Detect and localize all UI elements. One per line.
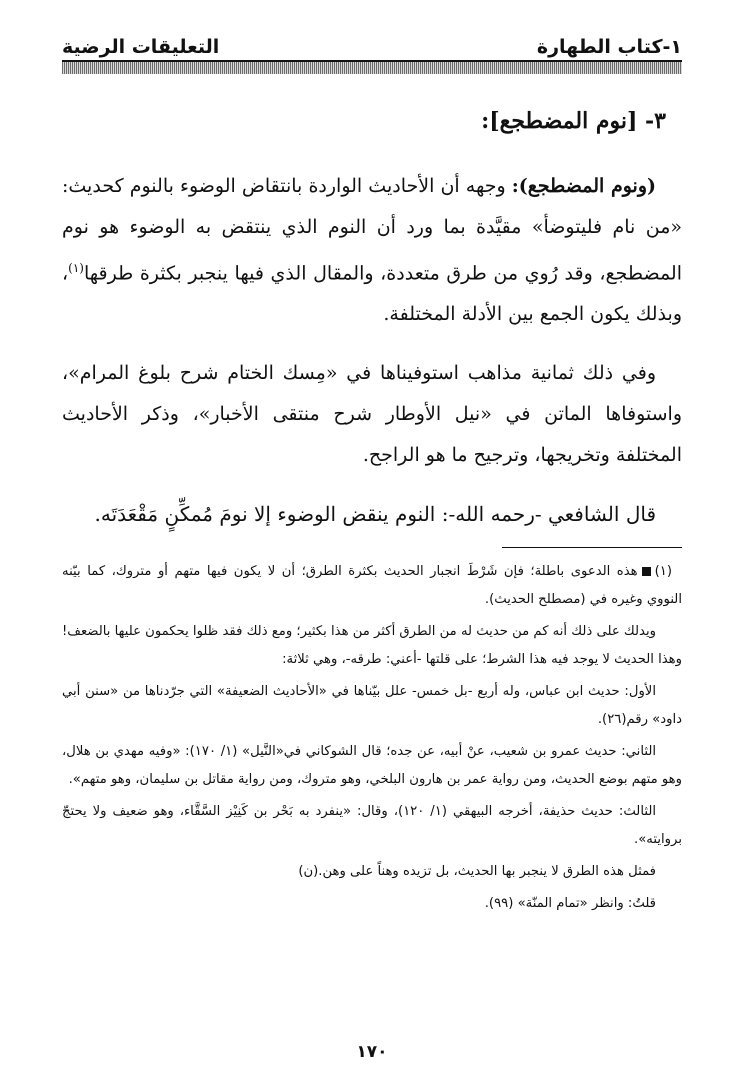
square-marker-icon bbox=[642, 567, 651, 576]
header-rule bbox=[62, 60, 682, 74]
footnote-paragraph: الأول: حديث ابن عباس، وله أربع -بل خمس- علل بيّناها في «الأحاديث الضعيفة» التي جرّدناها من «سنن أبي داود» رقم(٢٦). bbox=[62, 684, 682, 727]
footnotes bbox=[62, 558, 682, 922]
footnote-paragraph: الثالث: حديث حذيفة، أخرجه البيهقي (١/ ١٢٠)، وقال: «ينفرد به بَحْر بن كَنِيْز السَّقَّاء، وهو ضعيف ولا يحتجّ بروايته». bbox=[62, 804, 682, 847]
footnote-text: هذه الدعوى باطلة؛ فإن شَرْطَ انجبار الحديث بكثرة الطرق؛ أن لا يكون فيها متهم أو متروك، كما بيّنه النووي وغيره في (مصطلح الحديث). bbox=[62, 564, 682, 607]
chapter-title: ١-كتاب الطهارة bbox=[536, 36, 682, 58]
footnote-number: (١) bbox=[654, 564, 672, 579]
main-text bbox=[62, 104, 682, 534]
paragraph-lead: (ونوم المضطجع): bbox=[511, 175, 656, 197]
footnote-separator bbox=[502, 547, 682, 548]
book-title: التعليقات الرضية bbox=[62, 36, 220, 58]
page-number: ١٧٠ bbox=[356, 1042, 388, 1062]
paragraph-tail: ، وبذلك يكون الجمع بين الأدلة المختلفة. bbox=[62, 262, 682, 326]
footnote-paragraph: فمثل هذه الطرق لا ينجبر بها الحديث، بل تزيده وهناً على وهن.(ن) bbox=[298, 864, 656, 879]
footnote-paragraph: ويدلك على ذلك أنه كم من حديث له من الطرق أكثر من هذا بكثير؛ ومع ذلك فقد ظلوا يحكمون عليها بالضعف! وهذا الحديث لا يوجد فيه هذا الشرط؛ على قلتها -أعني: طرقه-، وهي ثلاثة: bbox=[62, 624, 682, 667]
paragraph-text: وجهه أن الأحاديث الواردة بانتقاض الوضوء بالنوم كحديث: «من نام فليتوضأ» مقيَّدة بما ورد أن النوم الذي ينتقض به الوضوء هو نوم المضطجع، وقد رُوي من طرق متعددة، والمقال الذي فيها ينجبر بكثرة طرقها bbox=[62, 175, 682, 285]
footnote-1 bbox=[62, 558, 682, 614]
paragraph-shafii-quote: قال الشافعي -رحمه الله-: النوم ينقض الوضوء إلا نومَ مُمكِّنٍ مَقْعَدَتَه. bbox=[94, 502, 656, 527]
section-heading: ٣- [نوم المضطجع]: bbox=[481, 108, 666, 134]
footnote-reference[interactable]: (١) bbox=[68, 261, 84, 275]
footnote-paragraph: قلتُ: وانظر «تمام المنّة» (٩٩). bbox=[484, 896, 656, 911]
running-header bbox=[62, 28, 682, 58]
paragraph-sleep-lying bbox=[62, 166, 682, 335]
paragraph-madhahib: وفي ذلك ثمانية مذاهب استوفيناها في «مِسك الختام شرح بلوغ المرام»، واستوفاها الماتن في «نيل الأوطار شرح منتقى الأخبار»، وذكر الأحاديث المختلفة وتخريجها، وترجيح ما هو الراجح. bbox=[62, 362, 682, 467]
footnote-paragraph: الثاني: حديث عمرو بن شعيب، عنْ أبيه، عن جده؛ قال الشوكاني في«النَّيل» (١/ ١٧٠): «وفيه مهدي بن هلال، وهو متهم بوضع الحديث، ومن رواية عمر بن هارون البلخي، وهو متروك، ومن رواية مقاتل بن سليمان، وهو متهم». bbox=[62, 744, 682, 787]
